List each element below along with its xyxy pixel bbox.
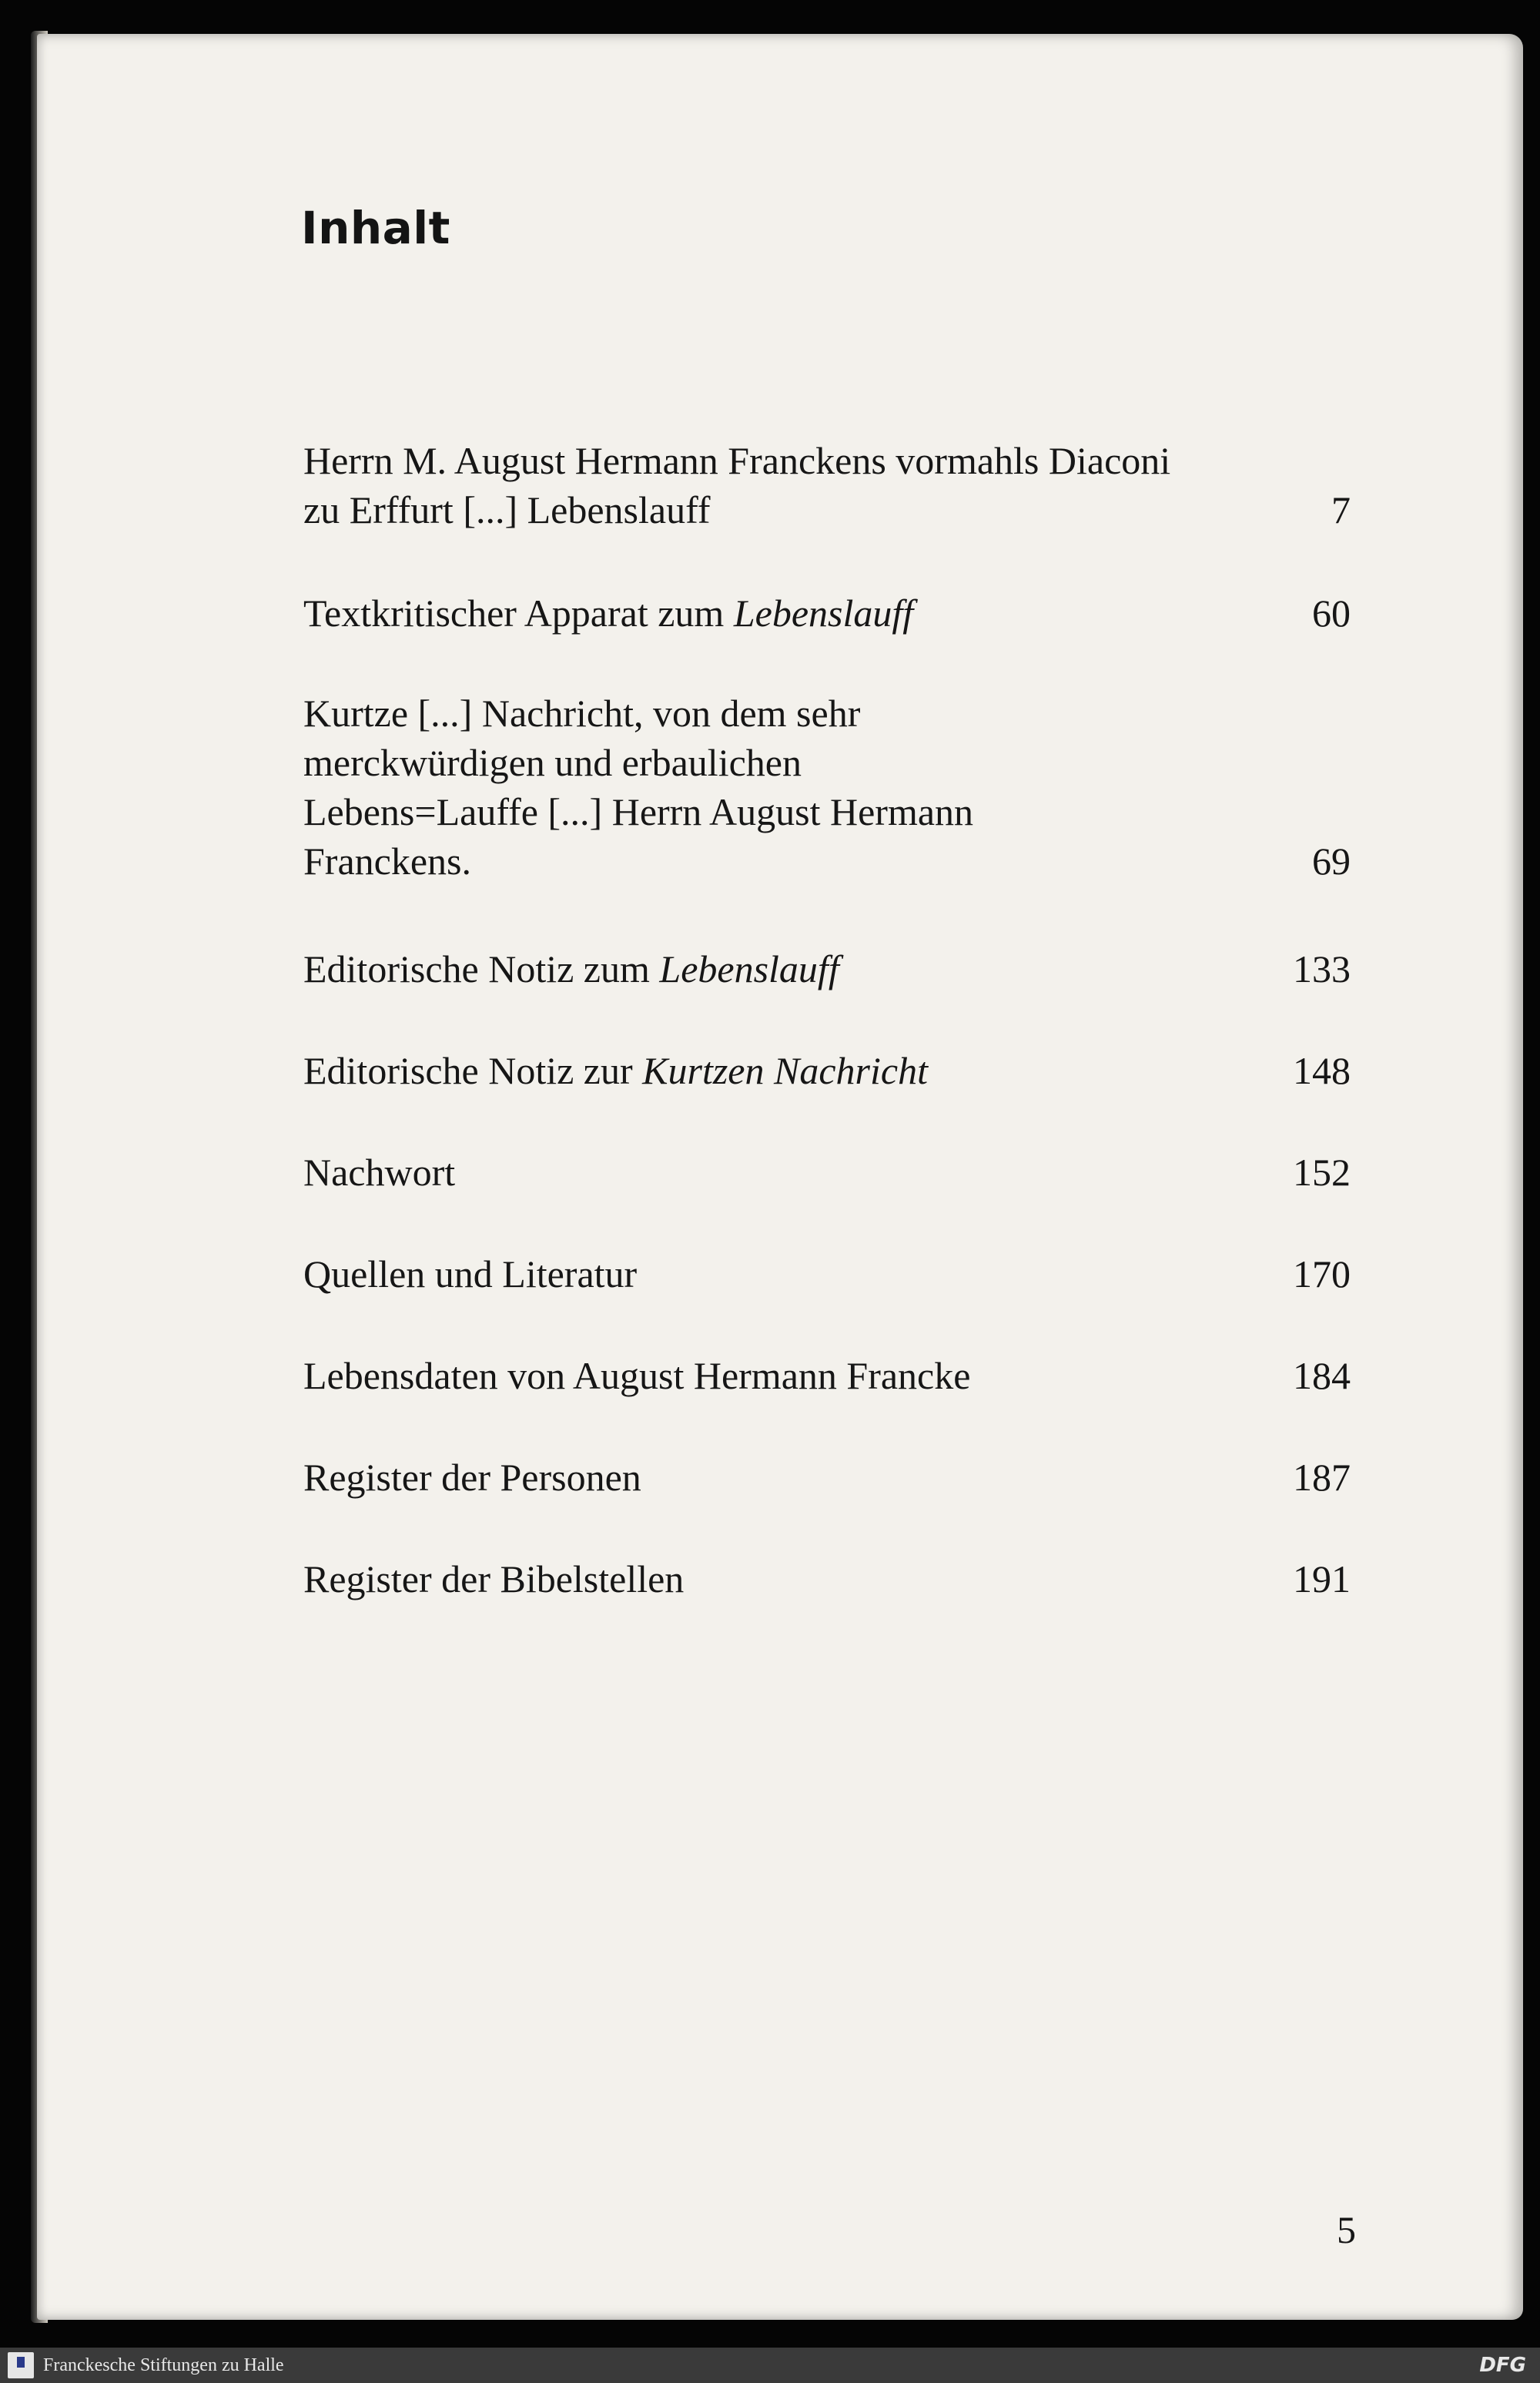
- toc-entry-page: 152: [1293, 1151, 1351, 1194]
- viewer-footer-bar: [0, 2348, 1540, 2383]
- book-page: [37, 34, 1523, 2320]
- toc-entry-page: 133: [1293, 947, 1351, 990]
- toc-entry: [303, 1249, 1351, 1299]
- toc-entry: [303, 1351, 1351, 1400]
- toc-entry: [303, 1046, 1351, 1095]
- toc-entry-page: 184: [1293, 1354, 1351, 1397]
- toc-entry-title: Quellen und Literatur: [303, 1252, 638, 1295]
- toc-entry-title: Kurtze [...] Nachricht, von dem sehr merckwürdigen und erbaulichen Lebens=Lauffe [...] Herrn August Hermann Franckens.: [303, 692, 974, 883]
- toc-entry-title: Lebensdaten von August Hermann Francke: [303, 1354, 971, 1397]
- toc-entry-page: 148: [1293, 1049, 1351, 1092]
- toc-entry: [303, 689, 1351, 886]
- toc-entry-page: 60: [1312, 592, 1351, 635]
- toc-entry-title: Register der Personen: [303, 1456, 641, 1499]
- toc-entry-title: Herrn M. August Hermann Franckens vormahls Diaconi zu Erffurt [...] Lebenslauff: [303, 439, 1171, 531]
- toc-entry-page: 191: [1293, 1557, 1351, 1600]
- toc-entry-page: 170: [1293, 1252, 1351, 1295]
- toc-entry: [303, 436, 1351, 535]
- institution-name: Franckesche Stiftungen zu Halle: [43, 2355, 284, 2375]
- toc-entry-title: Register der Bibelstellen: [303, 1557, 685, 1600]
- institution-logo-icon: [8, 2352, 34, 2378]
- toc-heading: Inhalt: [301, 202, 450, 254]
- toc-entry: [303, 1148, 1351, 1197]
- toc-entry-page: 7: [1331, 488, 1351, 531]
- toc-entry-title: Editorische Notiz zum Lebenslauff: [303, 947, 839, 990]
- toc-entry-page: 69: [1312, 840, 1351, 883]
- toc-entry-title: Editorische Notiz zur Kurtzen Nachricht: [303, 1049, 928, 1092]
- toc-entry: [303, 944, 1351, 994]
- toc-entry: [303, 1453, 1351, 1502]
- page-number: 5: [1337, 2208, 1356, 2251]
- dfg-logo: DFG: [1479, 2354, 1526, 2377]
- toc-entry-title: Textkritischer Apparat zum Lebenslauff: [303, 592, 914, 635]
- toc-entry: [303, 1554, 1351, 1604]
- toc-entry-title: Nachwort: [303, 1151, 456, 1194]
- toc-entry-page: 187: [1293, 1456, 1351, 1499]
- toc-entry: [303, 588, 1351, 638]
